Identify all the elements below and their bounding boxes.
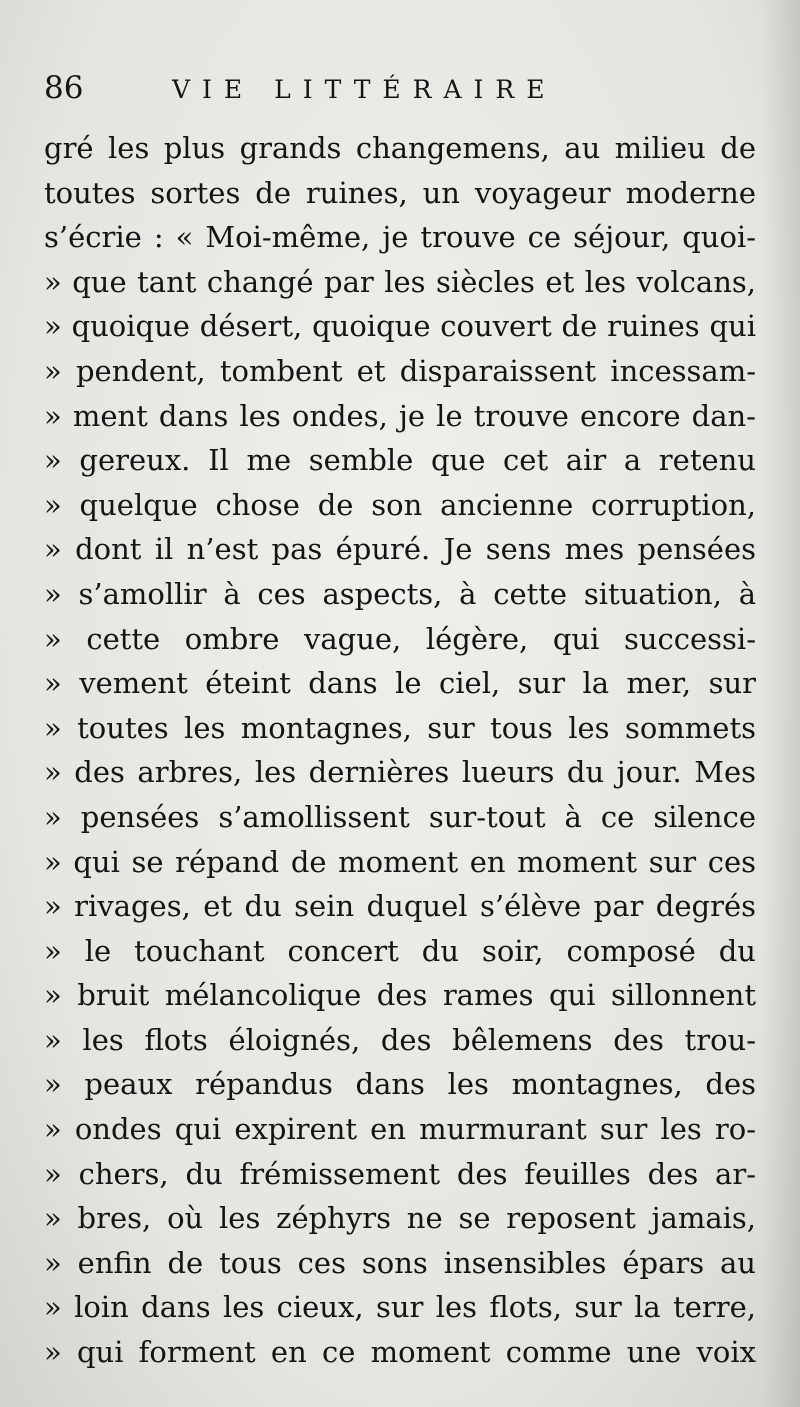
text-line: » cette ombre vague, légère, qui successi-: [44, 621, 756, 656]
text-line: » ment dans les ondes, je le trouve encore dan-: [44, 398, 756, 433]
text-line: » enfin de tous ces sons insensibles épars au: [44, 1245, 756, 1280]
text-line: » pendent, tombent et disparaissent incessam-: [44, 353, 756, 388]
text-line: » chers, du frémissement des feuilles des ar-: [44, 1156, 756, 1191]
text-line: toutes sortes de ruines, un voyageur moderne: [44, 175, 756, 210]
page-number: 86: [44, 70, 84, 106]
running-title: VIE LITTÉRAIRE: [172, 75, 557, 104]
text-line: » pensées s’amollissent sur-tout à ce silence: [44, 799, 756, 834]
text-line: » quelque chose de son ancienne corruption,: [44, 487, 756, 522]
text-line: gré les plus grands changemens, au milieu de: [44, 131, 756, 165]
text-line: » s’amollir à ces aspects, à cette situation, à: [44, 576, 756, 611]
page-edge-shadow: [762, 0, 800, 1407]
text-line: » bres, où les zéphyrs ne se reposent jamais,: [44, 1201, 756, 1236]
text-line: » rivages, et du sein duquel s’élève par degrés: [44, 889, 756, 924]
text-line: » quoique désert, quoique couvert de ruines qui: [44, 309, 756, 344]
text-line: » dont il n’est pas épuré. Je sens mes pensées: [44, 532, 756, 567]
text-line: » gereux. Il me semble que cet air a retenu: [44, 443, 756, 478]
text-line: s’écrie : « Moi-même, je trouve ce séjour, quoi-: [44, 220, 756, 255]
text-line: » ondes qui expirent en murmurant sur les ro-: [44, 1112, 756, 1147]
text-line: » loin dans les cieux, sur les flots, sur la terre,: [44, 1290, 756, 1325]
text-line: » peaux répandus dans les montagnes, des: [44, 1067, 756, 1102]
text-line: » qui forment en ce moment comme une voix: [44, 1335, 756, 1370]
text-line: » que tant changé par les siècles et les volcans,: [44, 264, 756, 299]
text-line: » qui se répand de moment en moment sur ces: [44, 844, 756, 879]
text-line: » des arbres, les dernières lueurs du jour. Mes: [44, 755, 756, 790]
text-line: » vement éteint dans le ciel, sur la mer, sur: [44, 666, 756, 701]
running-header: [44, 68, 760, 108]
text-line: » bruit mélancolique des rames qui sillonnent: [44, 978, 756, 1013]
text-line: » le touchant concert du soir, composé du: [44, 933, 756, 968]
text-line: » les flots éloignés, des bêlemens des trou-: [44, 1022, 756, 1057]
text-line: » toutes les montagnes, sur tous les sommets: [44, 710, 756, 745]
body-text: [44, 126, 756, 1375]
